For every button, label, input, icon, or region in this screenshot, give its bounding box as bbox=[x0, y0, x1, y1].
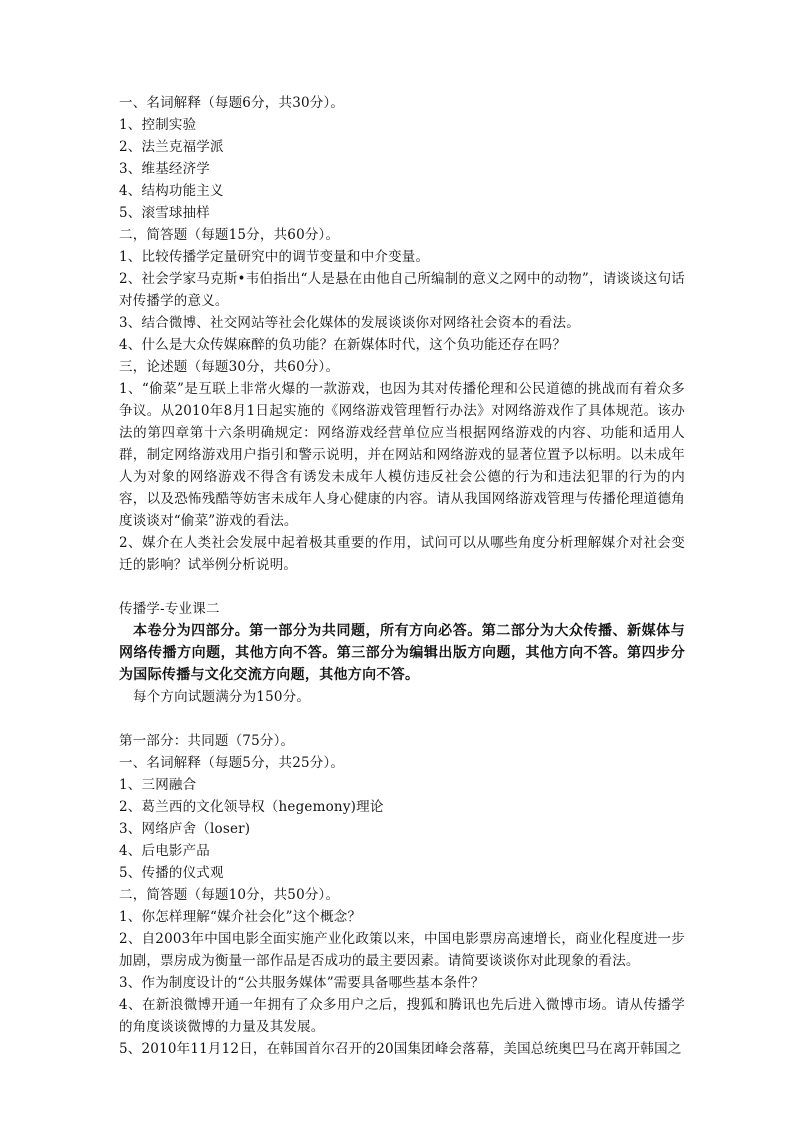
term-item: 1、三网融合 bbox=[119, 777, 197, 793]
score-note: 每个方向试题满分为150分。 bbox=[133, 689, 311, 705]
spacer bbox=[119, 708, 685, 730]
section-heading: 二，简答题（每题10分，共50分）。 bbox=[119, 887, 340, 903]
question: 1、比较传播学定量研究中的调节变量和中介变量。 bbox=[119, 249, 430, 265]
term-item: 4、后电影产品 bbox=[119, 843, 210, 859]
question: 4、在新浪微博开通一年拥有了众多用户之后，搜狐和腾讯也先后进入微博市场。请从传播学的角度谈谈微博的力量及其发展。 bbox=[119, 997, 685, 1035]
course-title: 传播学-专业课二 bbox=[119, 601, 220, 617]
question: 1、你怎样理解“媒介社会化”这个概念？ bbox=[119, 909, 362, 925]
question: 4、什么是大众传媒麻醉的负功能？在新媒体时代，这个负功能还存在吗？ bbox=[119, 337, 567, 353]
question: 2、社会学家马克斯•韦伯指出“人是悬在由他自己所编制的意义之网中的动物”，请谈谈这句话对传播学的意义。 bbox=[119, 271, 685, 309]
term-item: 5、传播的仪式观 bbox=[119, 865, 224, 881]
part-heading: 第一部分：共同题（75分）。 bbox=[119, 733, 295, 749]
section-heading: 三，论述题（每题30分，共60分）。 bbox=[119, 359, 340, 375]
term-item: 4、结构功能主义 bbox=[119, 183, 224, 199]
essay-question: 2、媒介在人类社会发展中起着极其重要的作用，试问可以从哪些角度分析理解媒介对社会变迁的影响？试举例分析说明。 bbox=[119, 535, 685, 573]
spacer bbox=[119, 576, 685, 598]
question: 2、自2003年中国电影全面实施产业化政策以来，中国电影票房高速增长，商业化程度进一步加剧，票房成为衡量一部作品是否成功的最主要因素。请简要谈谈你对此现象的看法。 bbox=[119, 931, 685, 969]
section-heading: 一、名词解释（每题6分，共30分）。 bbox=[119, 95, 345, 111]
term-item: 2、葛兰西的文化领导权（hegemony)理论 bbox=[119, 799, 384, 815]
exam-page bbox=[119, 92, 685, 1060]
term-item: 3、维基经济学 bbox=[119, 161, 210, 177]
question: 3、结合微博、社交网站等社会化媒体的发展谈谈你对网络社会资本的看法。 bbox=[119, 315, 580, 331]
section-heading: 二，简答题（每题15分，共60分）。 bbox=[119, 227, 340, 243]
term-item: 2、法兰克福学派 bbox=[119, 139, 224, 155]
question: 5、2010年11月12日，在韩国首尔召开的20国集团峰会落幕，美国总统奥巴马在离开韩国之 bbox=[119, 1041, 682, 1057]
term-item: 5、滚雪球抽样 bbox=[119, 205, 210, 221]
term-item: 1、控制实验 bbox=[119, 117, 197, 133]
essay-question: 1、“偷菜”是互联上非常火爆的一款游戏，也因为其对传播伦理和公民道德的挑战而有着众多争议。从2010年8月1日起实施的《网络游戏管理暂行办法》对网络游戏作了具体规范。该办法的第四章第十六条明确规定：网络游戏经营单位应当根据网络游戏的内容、功能和适用人群，制定网络游戏用户指引和警示说明，并在网站和网络游戏的显著位置予以标明。以未成年人为对象的网络游戏不得含有诱发未成年人模仿违反社会公德的行为和违法犯罪的行为的内容，以及恐怖残酷等妨害未成年人身心健康的内容。请从我国网络游戏管理与传播伦理道德角度谈谈对“偷菜”游戏的看法。 bbox=[119, 381, 685, 529]
section-heading: 一、名词解释（每题5分，共25分）。 bbox=[119, 755, 345, 771]
term-item: 3、网络庐舍（loser) bbox=[119, 821, 251, 837]
exam-instructions: 本卷分为四部分。第一部分为共同题，所有方向必答。第二部分为大众传播、新媒体与网络传播方向题，其他方向不答。第三部分为编辑出版方向题，其他方向不答。第四步分为国际传播与文化交流方向题，其他方向不答。 bbox=[119, 623, 685, 683]
question: 3、作为制度设计的“公共服务媒体”需要具备哪些基本条件？ bbox=[119, 975, 485, 991]
